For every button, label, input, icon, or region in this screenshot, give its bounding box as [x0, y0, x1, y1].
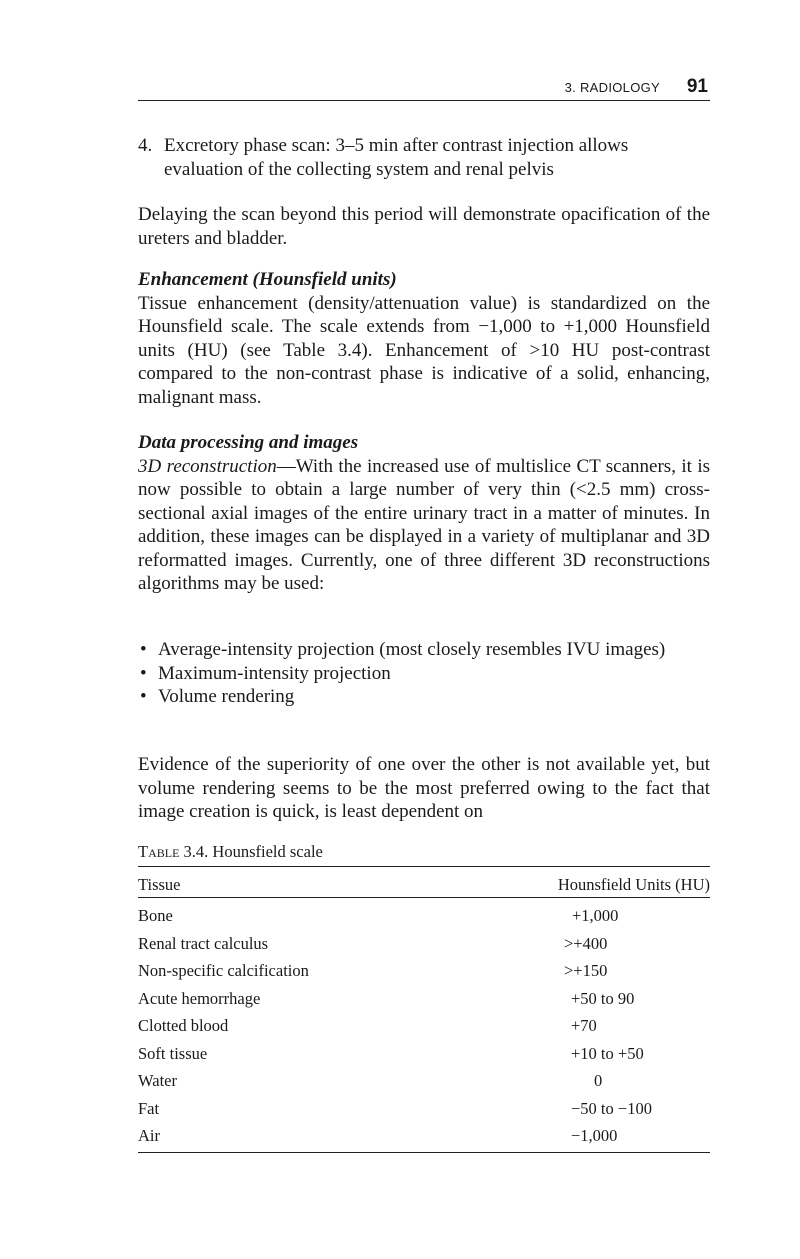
- paragraph-body: —With the increased use of multislice CT scanners, it is now possible to obtain a large number of very thin (<2.5 mm) cross-sectional axial images of the entire urinary tract in a matter of minutes. In addition, these images can be displayed in a variety of multiplanar and 3D reformatted images. Currently, one of three different 3D reconstructions algorithms may be used:: [138, 455, 710, 594]
- table-caption: [138, 842, 323, 862]
- table-row: [138, 898, 710, 926]
- bullet-list: [138, 638, 710, 709]
- tissue-cell: Non-specific calcification: [138, 961, 309, 980]
- list-item: [138, 662, 710, 686]
- tissue-cell: Water: [138, 1071, 177, 1090]
- hu-cell: >+150: [564, 961, 608, 980]
- page-number: 91: [686, 76, 708, 97]
- hu-cell: +10 to +50: [571, 1043, 644, 1063]
- chapter-title: 3. RADIOLOGY: [564, 80, 660, 95]
- table-row: [138, 981, 710, 1009]
- hu-cell: >+400: [564, 933, 608, 953]
- tissue-cell: Clotted blood: [138, 1016, 229, 1035]
- section-heading: Enhancement (Hounsfield units): [138, 269, 397, 290]
- table-label: Table 3.4.: [138, 842, 209, 861]
- tissue-cell: Soft tissue: [138, 1043, 208, 1063]
- table-row: [138, 1091, 710, 1119]
- tissue-cell: Acute hemorrhage: [138, 988, 261, 1008]
- list-item: [138, 638, 710, 662]
- paragraph-text: Delaying the scan beyond this period will demonstrate opacification of the ureters and bladder.: [138, 204, 710, 249]
- tissue-cell: Air: [138, 1126, 160, 1145]
- tissue-cell: Bone: [138, 906, 173, 925]
- list-item-text: Maximum-intensity projection: [158, 662, 391, 684]
- section-enhancement: [138, 268, 710, 409]
- running-header: [138, 76, 710, 101]
- table-body: [138, 898, 710, 1153]
- list-item-text: Volume rendering: [158, 686, 295, 707]
- paragraph-text: Evidence of the superiority of one over the other is not available yet, but volume rendering seems to be the most preferred owing to the fact that image creation is quick, is least dependent on: [138, 754, 710, 822]
- tissue-cell: Fat: [138, 1098, 160, 1118]
- list-item-text: Average-intensity projection (most closely resembles IVU images): [158, 639, 666, 660]
- column-header-hu: Hounsfield Units (HU): [557, 875, 710, 894]
- hounsfield-table: [138, 866, 710, 1153]
- hu-cell: 0: [594, 1071, 603, 1090]
- column-header-tissue: Tissue: [138, 875, 181, 894]
- table-row: [138, 926, 710, 954]
- table-row: [138, 1036, 710, 1064]
- bullet-icon: •: [140, 686, 147, 707]
- paragraph-delay: [138, 203, 710, 250]
- hu-cell: −50 to −100: [571, 1098, 652, 1118]
- numbered-item-4: [138, 134, 710, 181]
- table-row: [138, 953, 710, 981]
- tissue-cell: Renal tract calculus: [138, 933, 269, 953]
- paragraph-text: Tissue enhancement (density/attenuation value) is standardized on the Hounsfield scale. The scale extends from −1,000 to +1,000 Hounsfield units (HU) (see Table 3.4). Enhancement of >10 HU post-contrast compared to the non-contrast phase is indicative of a solid, enhancing, malignant mass.: [138, 292, 710, 408]
- table-row: [138, 1008, 710, 1036]
- hu-cell: +50 to 90: [571, 988, 635, 1008]
- item-text: Excretory phase scan: 3–5 min after contrast injection allows evaluation of the collecting system and renal pelvis: [164, 135, 629, 180]
- section-heading: Data processing and images: [138, 432, 359, 453]
- table-row: [138, 1118, 710, 1146]
- bullet-icon: •: [140, 639, 147, 660]
- hu-cell: −1,000: [571, 1126, 618, 1145]
- list-item: [138, 685, 710, 709]
- section-data-processing: [138, 431, 710, 596]
- paragraph-text: [138, 455, 710, 596]
- run-in-term: 3D reconstruction: [138, 455, 277, 477]
- table-row: [138, 1063, 710, 1091]
- table-title: Hounsfield scale: [212, 842, 323, 861]
- item-number: 4.: [138, 135, 153, 156]
- hu-cell: +1,000: [572, 906, 619, 925]
- hu-cell: +70: [571, 1016, 597, 1035]
- bullet-icon: •: [140, 662, 147, 684]
- table-header: [138, 866, 710, 898]
- paragraph-evidence: [138, 753, 710, 824]
